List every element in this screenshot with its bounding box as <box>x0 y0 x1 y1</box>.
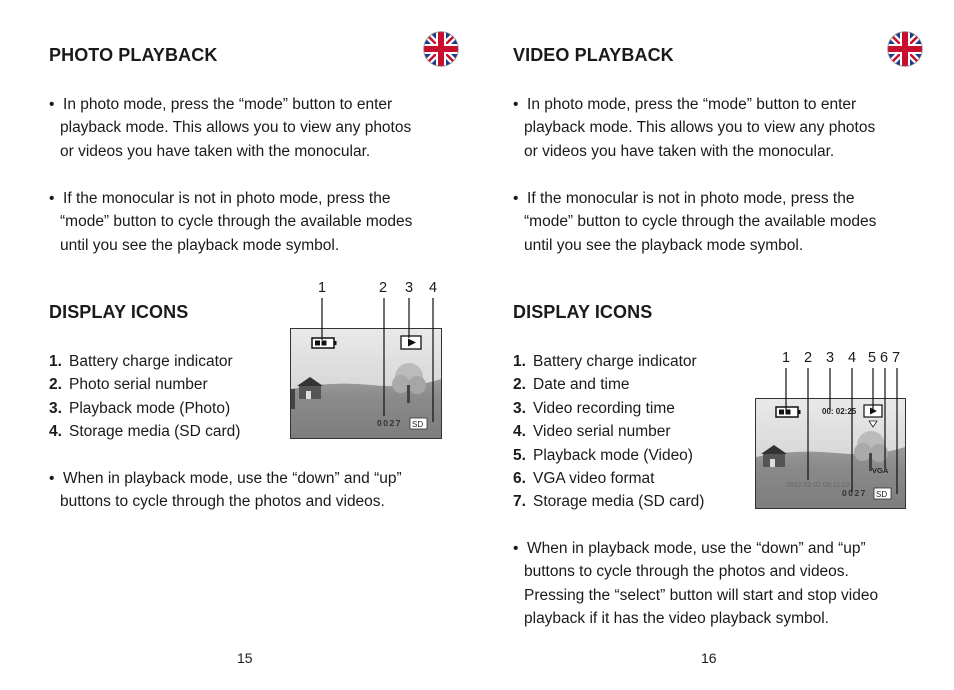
text-line: When in playback mode, use the “down” and “up” <box>527 540 866 557</box>
section-heading: DISPLAY ICONS <box>49 302 189 322</box>
callout-number: 4 <box>848 350 857 366</box>
svg-text:SD: SD <box>412 420 424 429</box>
text-line: or videos you have taken with the monocular. <box>524 142 835 160</box>
list-item: 3. Playback mode (Photo) <box>49 399 231 417</box>
text-line: until you see the playback mode symbol. <box>60 236 340 254</box>
text-line: buttons to cycle through the photos and videos. <box>60 493 385 511</box>
mode-paragraph: • If the monocular is not in photo mode, press the “mode” button to cycle through the available modes until you see the playback mode symbol. <box>49 187 412 257</box>
text-line: In photo mode, press the “mode” button to enter <box>527 96 857 113</box>
recording-time: 00: 02:25 <box>822 407 857 416</box>
callout-number: 3 <box>405 280 414 296</box>
text-line: In photo mode, press the “mode” button to enter <box>63 96 393 113</box>
text-line: until you see the playback mode symbol. <box>524 236 804 254</box>
page-title: VIDEO PLAYBACK <box>513 45 674 65</box>
text-line: or videos you have taken with the monocular. <box>60 142 371 160</box>
list-item: 4. Video serial number <box>513 423 671 441</box>
navigation-paragraph: • When in playback mode, use the “down” and “up” buttons to cycle through the photos and videos. Pressing the “select” button will start and stop video playback if it has the video playback symbol. <box>513 537 878 631</box>
vga-format-label: VGA <box>872 466 889 475</box>
callout-number: 7 <box>892 350 901 366</box>
list-item: 1. Battery charge indicator <box>49 353 233 370</box>
date-time-stamp: 2012.02.02 09:11:22 <box>786 482 850 489</box>
list-item: 2. Date and time <box>513 376 630 394</box>
right-page <box>464 0 954 690</box>
callout-number: 1 <box>782 350 791 366</box>
page-number: 16 <box>701 650 717 666</box>
callout-number: 2 <box>379 280 388 296</box>
mode-paragraph: • If the monocular is not in photo mode, press the “mode” button to cycle through the available modes until you see the playback mode symbol. <box>513 187 876 257</box>
text-line: Pressing the “select” button will start and stop video <box>524 586 879 604</box>
text-line: playback mode. This allows you to view any photos <box>524 119 876 137</box>
text-line: playback if it has the video playback symbol. <box>524 610 829 628</box>
list-item: 3. Video recording time <box>513 399 675 417</box>
list-item: 6. VGA video format <box>513 470 655 488</box>
photo-serial-number: 0027 <box>377 418 402 428</box>
callout-number: 4 <box>429 280 438 296</box>
list-item: 5. Playback mode (Video) <box>513 446 693 464</box>
svg-text:SD: SD <box>876 490 888 499</box>
callout-number: 1 <box>318 280 327 296</box>
text-line: If the monocular is not in photo mode, press the <box>527 190 855 207</box>
callout-number: 6 <box>880 350 889 366</box>
callout-number: 2 <box>804 350 813 366</box>
text-line: “mode” button to cycle through the available modes <box>60 213 413 231</box>
section-heading: DISPLAY ICONS <box>513 302 653 322</box>
text-line: When in playback mode, use the “down” and “up” <box>63 470 402 487</box>
text-line: If the monocular is not in photo mode, press the <box>63 190 391 207</box>
callout-number: 3 <box>826 350 835 366</box>
list-item: 7. Storage media (SD card) <box>513 493 705 511</box>
intro-paragraph: • In photo mode, press the “mode” button to enter playback mode. This allows you to view any photos or videos you have taken with the monocular. <box>49 93 411 163</box>
text-line: “mode” button to cycle through the available modes <box>524 213 877 231</box>
page-title: PHOTO PLAYBACK <box>49 45 218 65</box>
navigation-paragraph: • When in playback mode, use the “down” and “up” buttons to cycle through the photos and videos. <box>49 467 402 514</box>
page-number: 15 <box>237 650 253 666</box>
list-item: 2. Photo serial number <box>49 376 208 394</box>
callout-number: 5 <box>868 350 877 366</box>
list-item: 1. Battery charge indicator <box>513 353 697 370</box>
text-line: playback mode. This allows you to view any photos <box>60 119 412 137</box>
video-serial-number: 0027 <box>842 488 867 498</box>
list-item: 4. Storage media (SD card) <box>49 423 241 441</box>
text-line: buttons to cycle through the photos and videos. <box>524 563 849 581</box>
intro-paragraph: • In photo mode, press the “mode” button to enter playback mode. This allows you to view any photos or videos you have taken with the monocular. <box>513 93 875 163</box>
